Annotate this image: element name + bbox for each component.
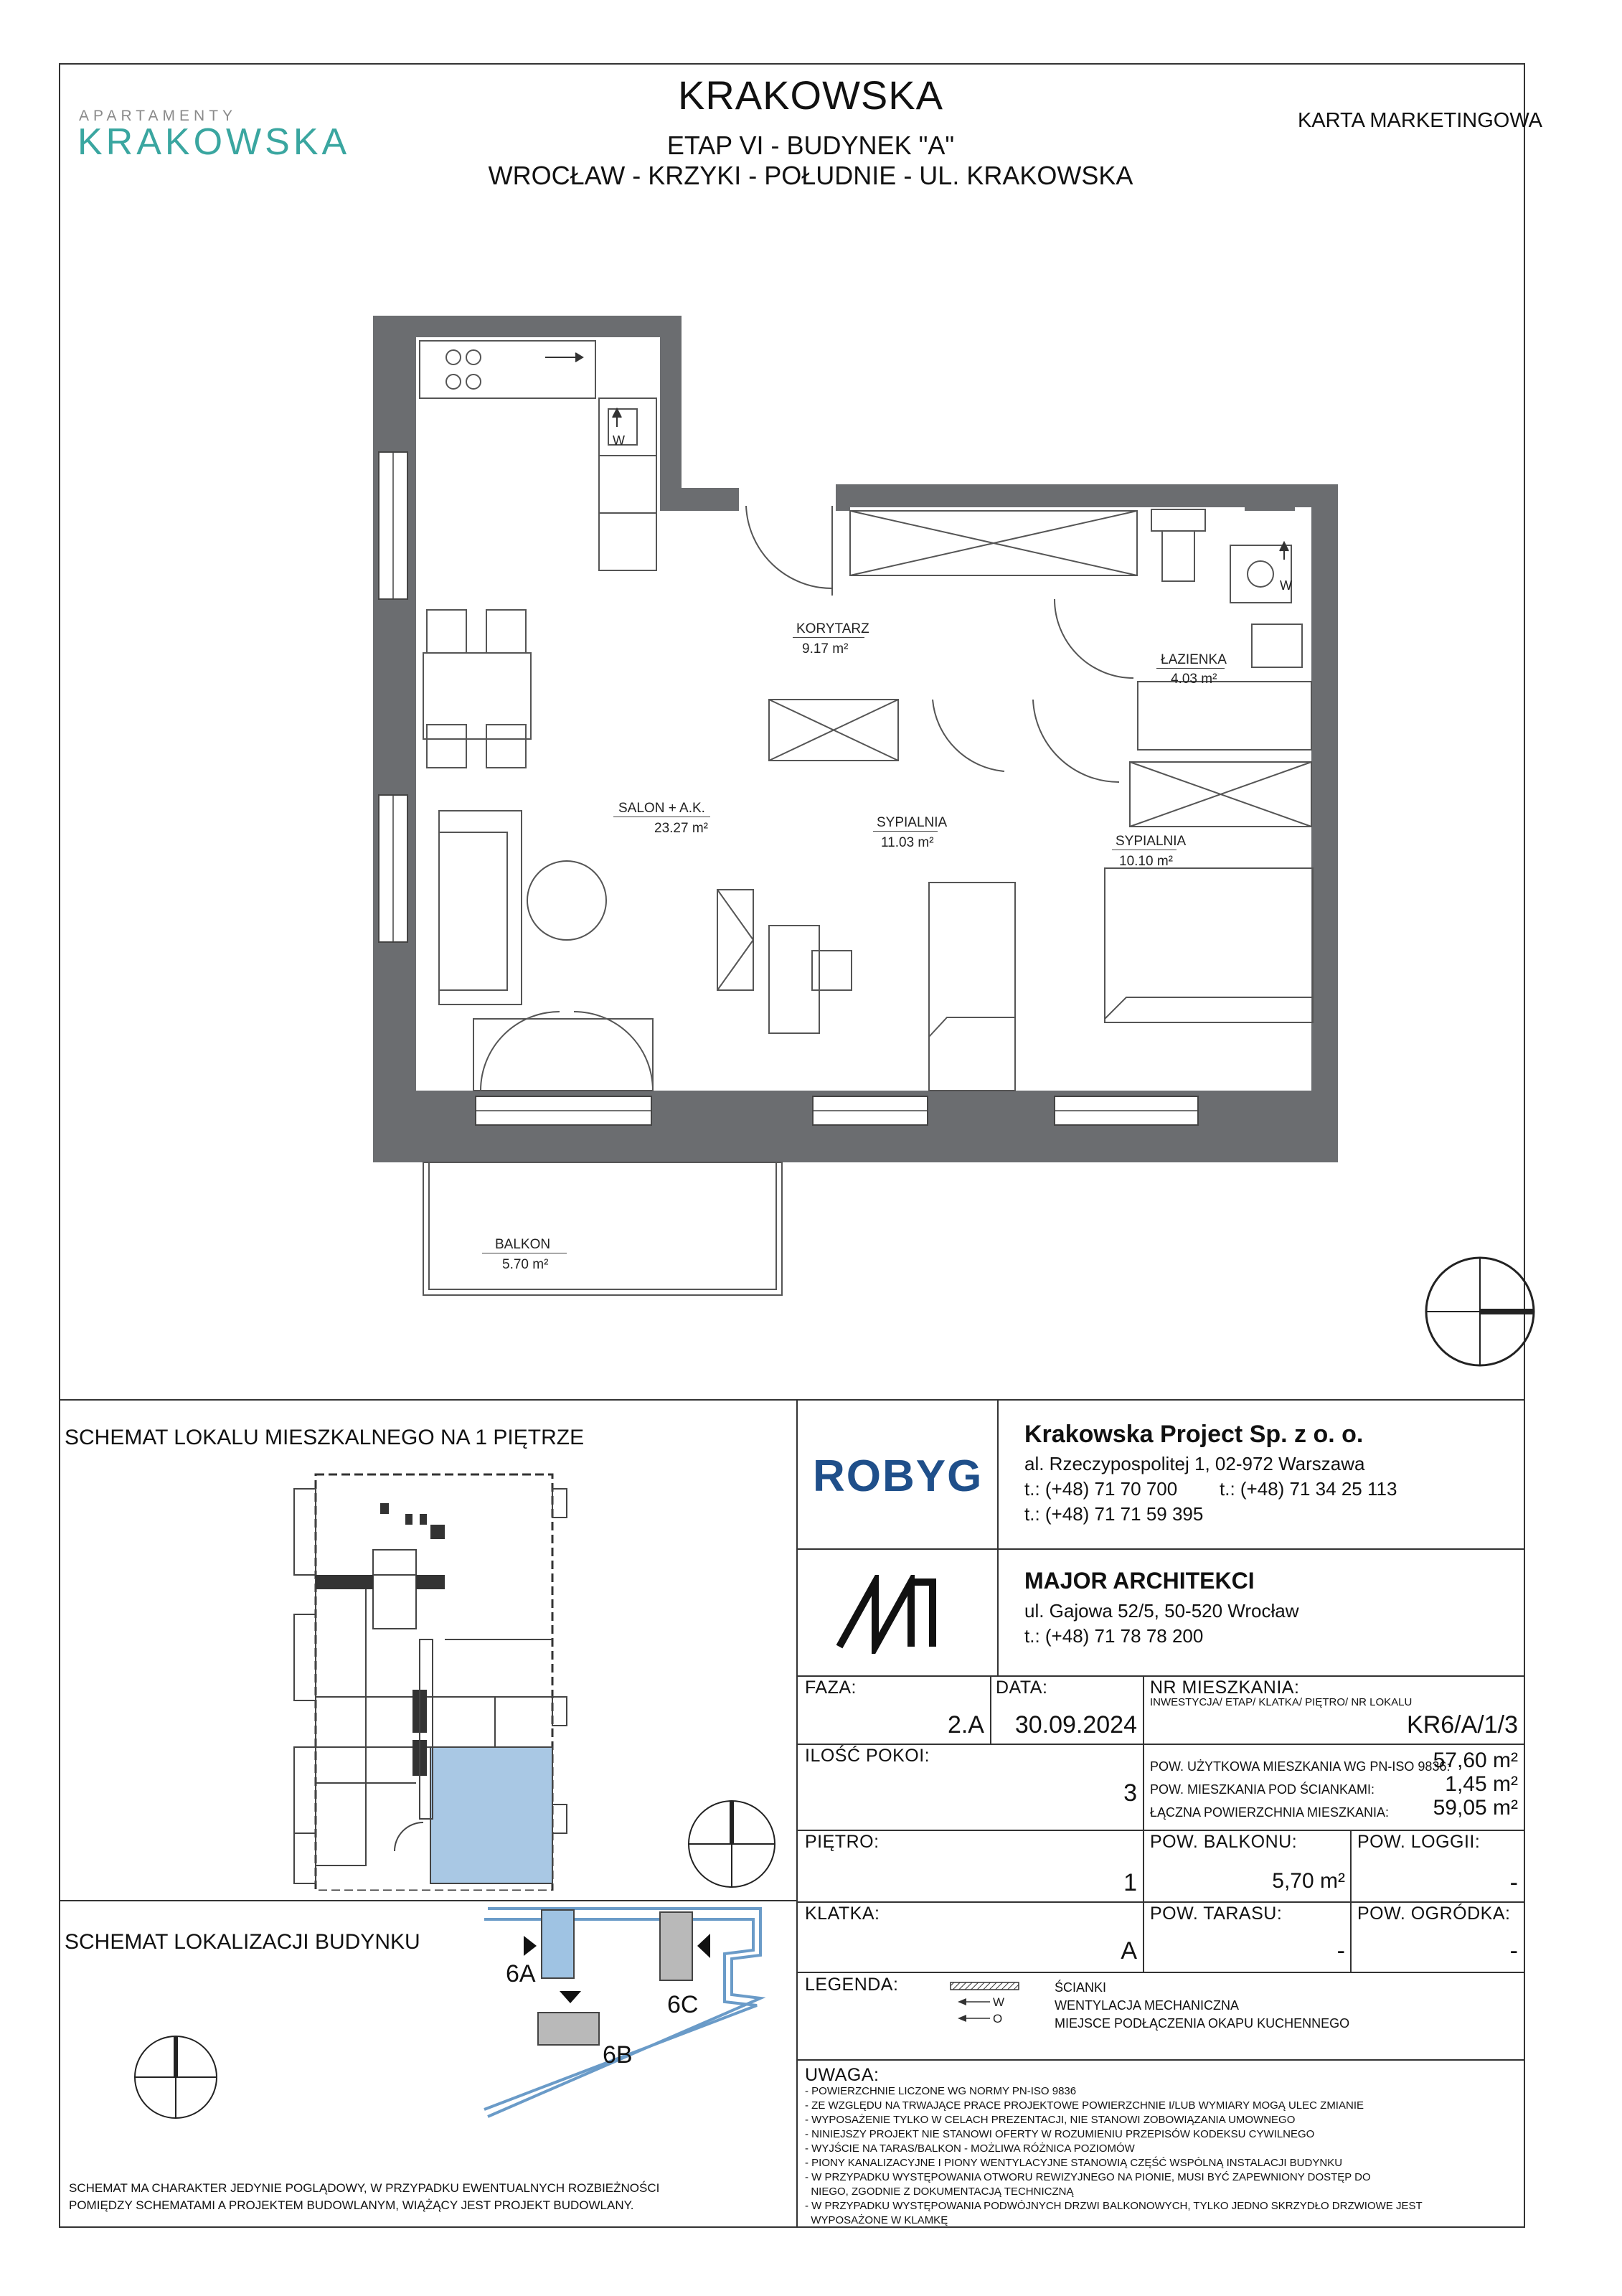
pietro-label: PIĘTRO: [805, 1832, 880, 1852]
schemat-lokalizacji-plan [430, 1901, 789, 2131]
svg-text:ŁAZIENKA: ŁAZIENKA [1161, 652, 1227, 667]
area-usable-label: POW. UŻYTKOWA MIESZKANIA WG PN-ISO 9836: [1150, 1759, 1451, 1774]
klatka-value: A [1121, 1937, 1137, 1965]
svg-text:23.27 m²: 23.27 m² [654, 821, 708, 836]
wall-east [1311, 484, 1338, 1162]
table-top [796, 1675, 1525, 1677]
area-total-label: ŁĄCZNA POWIERZCHNIA MIESZKANIA: [1150, 1805, 1390, 1820]
compass-icon-small [682, 1794, 782, 1894]
area-under-walls-value: 1,45 m² [1445, 1772, 1518, 1796]
faza-label: FAZA: [805, 1678, 857, 1698]
schemat-lokalizacji-title: SCHEMAT LOKALIZACJI BUDYNKU [65, 1930, 420, 1954]
vent-mark-kitchen: W [613, 433, 625, 448]
table-row-5 [796, 1972, 1525, 1973]
divider-dev [796, 1548, 1525, 1550]
legend-symbol-o: O [993, 2012, 1003, 2026]
table-row-2 [796, 1744, 1525, 1745]
area-under-walls-label: POW. MIESZKANIA POD ŚCIANKAMI: [1150, 1782, 1375, 1797]
area-usable-value: 57,60 m² [1433, 1749, 1518, 1772]
uwaga-item: - ZE WZGLĘDU NA TRWAJĄCE PRACE PROJEKTOWE POWIERZCHNIE I/LUB WYMIARY MOGĄ ULEC ZMIANIE [805, 2099, 1364, 2112]
uwaga-item: - POWIERZCHNIE LICZONE WG NORMY PN-ISO 9836 [805, 2085, 1077, 2097]
label-6b: 6B [603, 2041, 633, 2069]
table-col-mid [1143, 1744, 1144, 1972]
vent-mark-bath: W [1280, 578, 1292, 593]
uwaga-item: - NINIEJSZY PROJEKT NIE STANOWI OFERTY W ROZUMIENIU PRZEPISÓW KODEKSU CYWILNEGO [805, 2128, 1315, 2140]
svg-text:SALON + A.K.: SALON + A.K. [618, 801, 705, 816]
uwaga-item: NIEGO, ZGODNIE Z DOKUMENTACJĄ TECHNICZNĄ [805, 2186, 1074, 2198]
uwaga-item: - W PRZYPADKU WYSTĘPOWANIA OTWORU REWIZYJNEGO NA PIONIE, MUSI BYĆ ZAPEWNIONY DOSTĘP DO [805, 2171, 1371, 2183]
room-label-balkon [482, 1237, 567, 1272]
uwaga-item: - W PRZYPADKU WYSTĘPOWANIA PODWÓJNYCH DRZWI BALKONOWYCH, TYLKO JEDNO SKRZYDŁO DRZWIOWE JEST [805, 2200, 1423, 2212]
area-total-value: 59,05 m² [1433, 1796, 1518, 1820]
developer-phone-1: t.: (+48) 71 70 700 [1024, 1478, 1178, 1500]
wall-north-left [373, 316, 682, 337]
svg-text:SYPIALNIA: SYPIALNIA [877, 815, 948, 830]
svg-text:SYPIALNIA: SYPIALNIA [1116, 834, 1187, 849]
schemat-highlight-unit [430, 1747, 552, 1883]
uwaga-list [805, 2084, 1515, 2228]
nr-label: NR MIESZKANIA: [1150, 1678, 1300, 1698]
architect-logo-icon [836, 1575, 958, 1654]
balkon-label: POW. BALKONU: [1150, 1832, 1298, 1852]
table-col-data [1143, 1675, 1144, 1744]
svg-text:4.03 m²: 4.03 m² [1171, 672, 1217, 687]
loggia-value: - [1509, 1869, 1518, 1896]
table-col-right [1350, 1830, 1352, 1972]
wall-hatch-icon [951, 1982, 1019, 1990]
pokoje-label: ILOŚĆ POKOI: [805, 1746, 930, 1766]
uwaga-item: - PIONY KANALIZACYJNE I PIONY WENTYLACYJNE STANOWIĄ CZĘŚĆ WSPÓLNĄ INSTALACJI BUDYNKU [805, 2157, 1343, 2169]
data-label: DATA: [996, 1678, 1048, 1698]
data-value: 30.09.2024 [1014, 1711, 1137, 1739]
logo-small-text: APARTAMENTY [79, 108, 237, 124]
compass-icon-locator [129, 2031, 222, 2124]
disclaimer-line-2: POMIĘDZY SCHEMATAMI A PROJEKTEM BUDOWLANYM, WIĄŻĄCY JEST PROJEKT BUDOWLANY. [69, 2198, 634, 2212]
document-address: WROCŁAW - KRZYKI - POŁUDNIE - UL. KRAKOWSKA [488, 161, 1133, 190]
svg-text:11.03 m²: 11.03 m² [881, 835, 934, 850]
architect-name: MAJOR ARCHITEKCI [1024, 1568, 1255, 1594]
taras-value: - [1336, 1937, 1345, 1965]
divider-logo-col [997, 1399, 999, 1675]
legend-item-okap: MIEJSCE PODŁĄCZENIA OKAPU KUCHENNEGO [1055, 2016, 1350, 2031]
faza-value: 2.A [947, 1711, 984, 1739]
document-title: KRAKOWSKA [678, 72, 943, 118]
nr-sublabel: INWESTYCJA/ ETAP/ KLATKA/ PIĘTRO/ NR LOKALU [1150, 1696, 1413, 1708]
label-6a: 6A [506, 1960, 536, 1987]
pokoje-value: 3 [1123, 1779, 1137, 1807]
building-6b [538, 2013, 599, 2045]
table-col-faza [990, 1675, 991, 1744]
uwaga-title: UWAGA: [805, 2065, 880, 2085]
wall-west [373, 316, 416, 1162]
svg-text:KORYTARZ: KORYTARZ [796, 621, 869, 636]
uwaga-item: WYPOSAŻONE W KLAMKĘ [805, 2214, 948, 2226]
developer-address: al. Rzeczypospolitej 1, 02-972 Warszawa [1024, 1453, 1365, 1474]
building-6a [542, 1910, 574, 1978]
architect-phone: t.: (+48) 71 78 78 200 [1024, 1625, 1204, 1647]
document-subtitle: ETAP VI - BUDYNEK "A" [666, 131, 955, 160]
klatka-label: KLATKA: [805, 1904, 880, 1924]
legend-item-wentylacja: WENTYLACJA MECHANICZNA [1055, 1998, 1240, 2013]
uwaga-item: - WYPOSAŻENIE TYLKO W CELACH PREZENTACJI, NIE STANOWI ZOBOWIĄZANIA UMOWNEGO [805, 2114, 1296, 2126]
wall-north-right [836, 484, 1338, 507]
uwaga-item: - WYJŚCIE NA TARAS/BALKON - MOŻLIWA RÓŻNICA POZIOMÓW [805, 2142, 1135, 2155]
disclaimer-line-1: SCHEMAT MA CHARAKTER JEDYNIE POGLĄDOWY, W PRZYPADKU EWENTUALNYCH ROZBIEŻNOŚCI [69, 2181, 660, 2195]
svg-text:9.17 m²: 9.17 m² [802, 641, 849, 657]
developer-name: Krakowska Project Sp. z o. o. [1024, 1421, 1364, 1448]
ogrodek-value: - [1509, 1937, 1518, 1965]
legend-symbols [947, 1977, 1033, 2034]
legend-title: LEGENDA: [805, 1975, 899, 1995]
balkon-value: 5,70 m² [1272, 1869, 1345, 1893]
table-row-3 [796, 1830, 1525, 1831]
schemat-lokalu-plan [287, 1460, 574, 1891]
developer-logo: ROBYG [813, 1452, 984, 1501]
nr-value: KR6/A/1/3 [1407, 1711, 1518, 1739]
table-row-6 [796, 2059, 1525, 2061]
loggia-label: POW. LOGGII: [1357, 1832, 1481, 1852]
document-type: KARTA MARKETINGOWA [1297, 109, 1542, 132]
wall-link-corridor [660, 488, 739, 511]
logo-main-text: KRAKOWSKA [77, 121, 351, 163]
developer-phone-3: t.: (+48) 71 71 59 395 [1024, 1503, 1204, 1525]
legend-symbol-w: W [993, 1995, 1005, 2009]
table-row-4 [796, 1901, 1525, 1903]
schemat-lokalu-title: SCHEMAT LOKALU MIESZKALNEGO NA 1 PIĘTRZE [65, 1426, 585, 1449]
divider-center [796, 1399, 798, 2228]
taras-label: POW. TARASU: [1150, 1904, 1283, 1924]
building-6c [660, 1912, 692, 1980]
svg-text:10.10 m²: 10.10 m² [1119, 854, 1173, 869]
svg-text:5.70 m²: 5.70 m² [502, 1257, 549, 1272]
divider-plan [59, 1399, 1525, 1401]
ogrodek-label: POW. OGRÓDKA: [1357, 1904, 1511, 1924]
label-6c: 6C [667, 1991, 699, 2018]
wall-east-upper-kitchen [660, 316, 682, 509]
pietro-value: 1 [1123, 1869, 1137, 1896]
legend-item-scianki: ŚCIANKI [1055, 1980, 1107, 1995]
developer-phone-2: t.: (+48) 71 34 25 113 [1220, 1478, 1397, 1500]
svg-text:BALKON: BALKON [495, 1237, 551, 1252]
compass-icon [1426, 1258, 1534, 1365]
architect-address: ul. Gajowa 52/5, 50-520 Wrocław [1024, 1600, 1299, 1622]
